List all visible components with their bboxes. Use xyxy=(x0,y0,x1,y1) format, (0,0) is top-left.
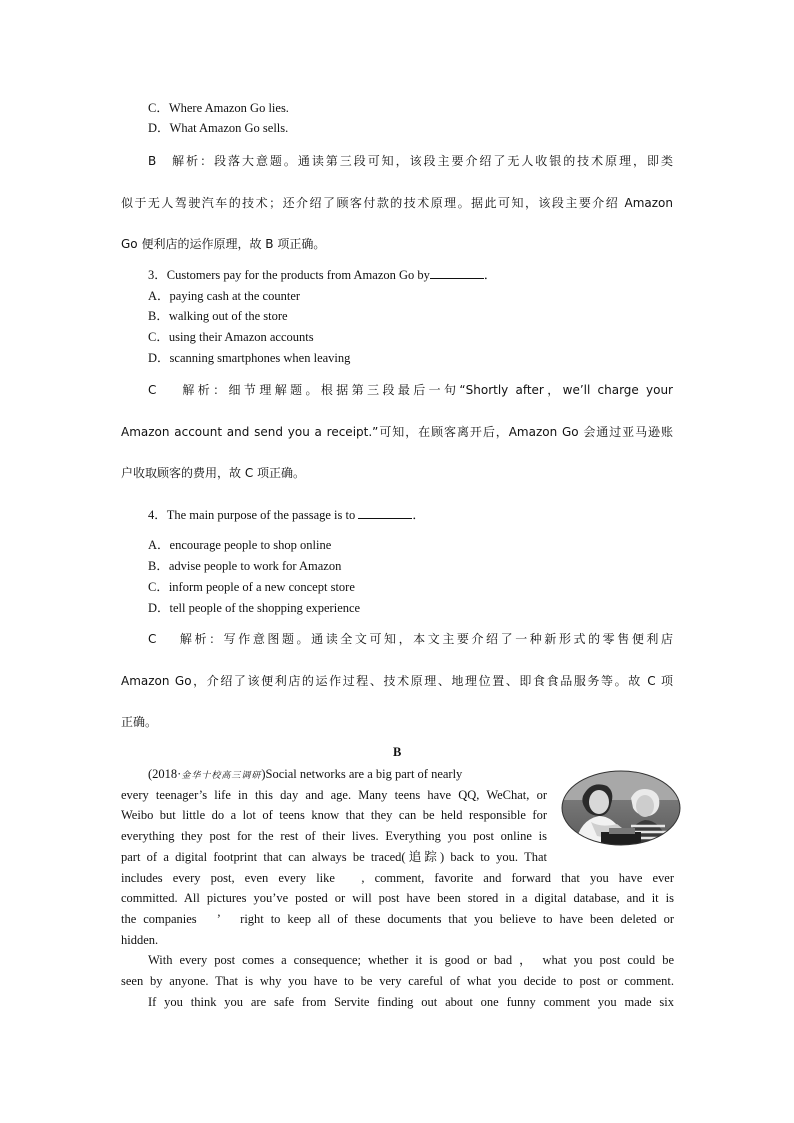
q3-option-c: C．using their Amazon accounts xyxy=(148,330,314,344)
q3-analysis-line1: C 解析：细节理解题。根据第三段最后一句“Shortly after，we’ll charge your xyxy=(148,383,673,397)
q3-option-a: A．paying cash at the counter xyxy=(148,289,301,303)
q2-analysis-line1: B 解析：段落大意题。通读第三段可知，该段主要介绍了无人收银的技术原理，即类 xyxy=(148,154,673,168)
q3-stem-text: 3．Customers pay for the products from Amazon Go by xyxy=(148,268,430,282)
q4-blank xyxy=(358,507,412,519)
q3-blank xyxy=(430,267,484,279)
passage-p3-line1: If you think you are safe from Servite finding out about one funny comment you made six xyxy=(148,995,674,1009)
source-name: 金华十校高三调研 xyxy=(181,771,262,781)
q2-analysis-line3: Go 便利店的运作原理，故 B 项正确。 xyxy=(121,237,326,251)
q2-option-d: D．What Amazon Go sells. xyxy=(148,121,289,135)
passage-p1-line8: the companies ’ right to keep all of these documents that you believe to have been deleted or xyxy=(121,912,674,926)
q4-analysis-line1: C 解析：写作意图题。通读全文可知，本文主要介绍了一种新形式的零售便利店 xyxy=(148,632,673,646)
q3-option-d: D．scanning smartphones when leaving xyxy=(148,351,351,365)
passage-p2-line1: With every post comes a consequence; whether it is good or bad ， what you post could be xyxy=(148,953,674,967)
q4-stem-text: 4．The main purpose of the passage is to xyxy=(148,508,356,522)
q4-stem xyxy=(148,507,425,523)
q3-stem xyxy=(148,267,496,283)
q4-analysis-line2: Amazon Go，介绍了该便利店的运作过程、技术原理、地理位置、即食食品服务等。故 C 项 xyxy=(121,674,673,688)
q4-analysis-line3: 正确。 xyxy=(121,715,158,729)
passage-p1-line1-text: )Social networks are a big part of nearly xyxy=(261,767,463,781)
q2-analysis-line2: 似于无人驾驶汽车的技术；还介绍了顾客付款的技术原理。据此可知，该段主要介绍 Amazon xyxy=(121,196,673,210)
q2-option-c: C．Where Amazon Go lies. xyxy=(148,101,289,115)
q4-option-a: A．encourage people to shop online xyxy=(148,538,332,552)
source-year: (2018· xyxy=(148,767,182,781)
q4-option-c: C．inform people of a new concept store xyxy=(148,580,355,594)
passage-p1-line5: part of a digital footprint that can always be traced(追踪) back to you. That xyxy=(121,850,547,864)
passage-p2-line2: seen by anyone. That is why you have to be very careful of what you decide to post or comment. xyxy=(121,974,674,988)
passage-p1-line6: includes every post, even every like , comment, favorite and forward that you have ever xyxy=(121,871,674,885)
q4-option-d: D．tell people of the shopping experience xyxy=(148,601,361,615)
q4-option-b: B．advise people to work for Amazon xyxy=(148,559,342,573)
q3-analysis-line2: Amazon account and send you a receipt.”可知，在顾客离开后，Amazon Go 会通过亚马逊账 xyxy=(121,425,673,439)
photo-man-and-boy-icon xyxy=(561,770,681,846)
section-b-heading: B xyxy=(393,745,402,759)
q4-stem-end: ． xyxy=(412,508,425,522)
q3-analysis-line3: 户收取顾客的费用，故 C 项正确。 xyxy=(121,466,306,480)
q3-stem-end: ． xyxy=(483,268,497,282)
passage-p1-line3: Weibo but little do a lot of teens know that they can be held responsible for xyxy=(121,808,547,822)
q3-option-b: B．walking out of the store xyxy=(148,309,288,323)
passage-p1-line9: hidden. xyxy=(121,933,159,947)
passage-p1-line4: everything they post for the rest of their lives. Everything you post online is xyxy=(121,829,547,843)
passage-p1-line7: committed. All pictures you’ve posted or will post have been stored in a digital database, and it is xyxy=(121,891,674,905)
passage-p1-line2: every teenager’s life in this day and age. Many teens have QQ, WeChat, or xyxy=(121,788,547,802)
passage-p1-line1 xyxy=(148,766,462,784)
